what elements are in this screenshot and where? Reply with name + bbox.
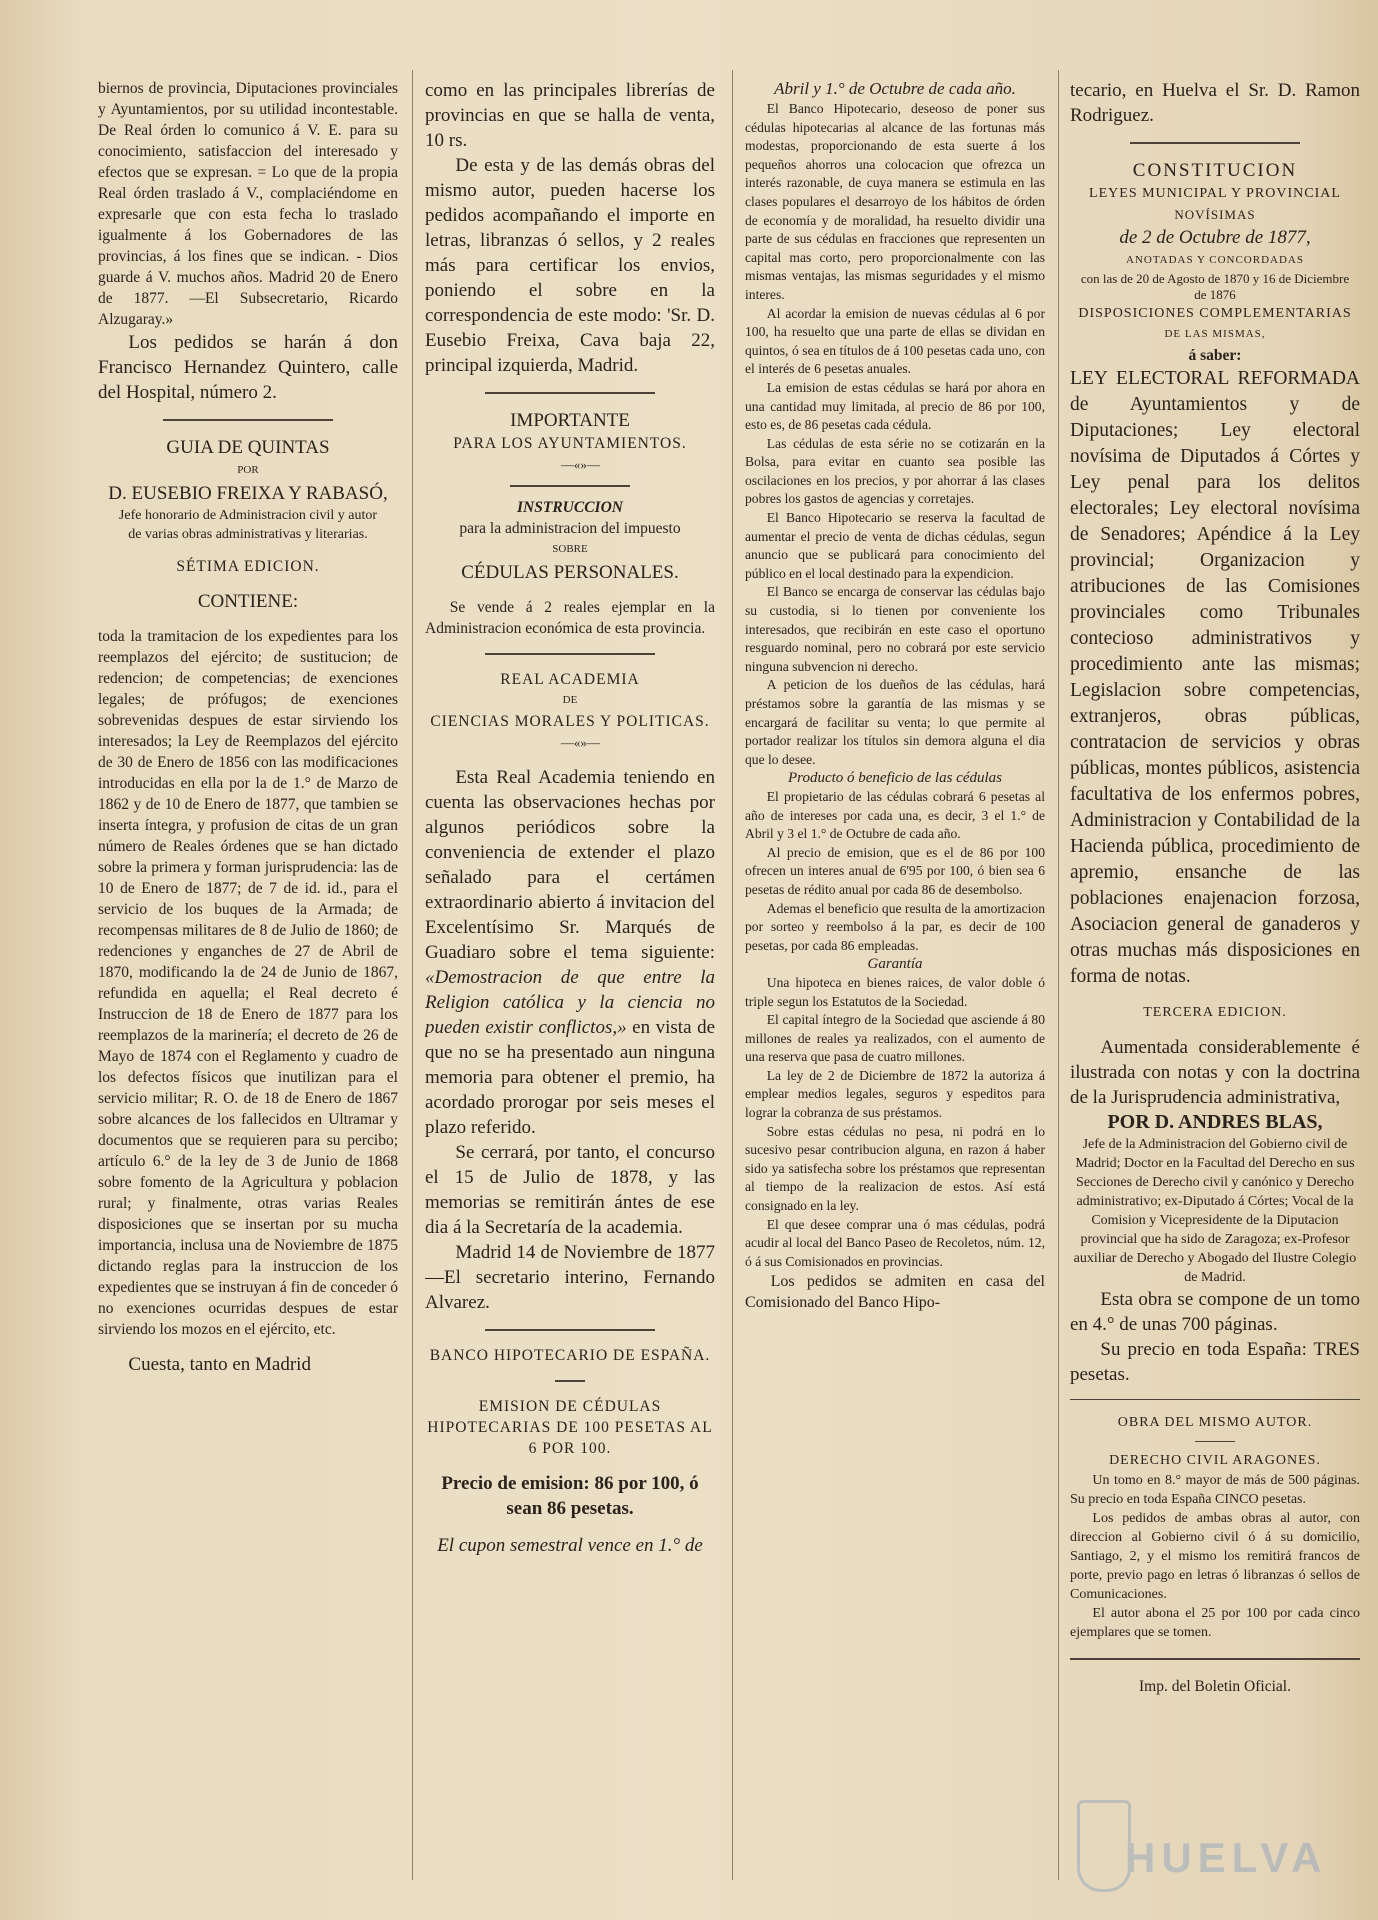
cedulas-title: CÉDULAS PERSONALES. [461, 562, 679, 583]
separator [163, 419, 333, 421]
separator [1195, 1441, 1235, 1442]
orders-info: Los pedidos de ambas obras al autor, con direccion al Gobierno civil ó á su domicilio, Santiago, 2, y el mismo los remitirá francos de porte, previo pago en letras ó libranzas ó sellos de Comunicaciones. [1070, 1511, 1360, 1602]
bank-text: El Banco Hipotecario, deseoso de poner sus cédulas hipotecarias al alcance de las fortunas más modestas, proporcionando de esta suerte á los pequeños ahorros una colocacion que ofrezca un interés razonable, de cuya manera se estimula en las clases populares el desarroyo de los hábitos de órden de economía y de moralidad, ha resuelto dividir una parte de sus cédulas en fracciones que representen un capital mas corto, pero proporcionalmente con las mismas ventajas, las mismas seguridades y el mismo interes. [745, 101, 1045, 302]
separator [510, 485, 630, 487]
separator [555, 1380, 585, 1382]
commissioner-text: tecario, en Huelva el Sr. D. Ramon Rodriguez. [1070, 80, 1360, 126]
constitution-title: CONSTITUCION [1132, 160, 1298, 181]
emission-price: Precio de emision: 86 por 100, ó sean 86 pesetas. [441, 1473, 699, 1519]
contest-theme: «Demostracion de que entre la Religion católica y la ciencia no pueden existir conflictos,» [425, 967, 715, 1038]
guarantee-heading: Garantía [867, 956, 923, 973]
discount-info: El autor abona el 25 por 100 por cada cinco ejemplares que se tomen. [1070, 1606, 1360, 1640]
third-edition: TERCERA EDICION. [1143, 1005, 1287, 1020]
academy-text: Esta Real Academia teniendo en cuenta las observaciones hechas por algunos periódicos sobre la conveniencia de extender el plazo señalado para el certámen extraordinario abierto á invitacion del Excelentísimo Sr. Marqués de Guadiaro sobre el tema siguiente: «Demostracion de que entre la Religion católica y la ciencia no pueden existir conflictos,» en vista de que no se ha presentado aun ninguna memoria para obtener el premio, ha acordado prorogar por seis meses el plazo referido. [425, 767, 715, 1138]
academy-subtitle: CIENCIAS MORALES Y POLITICAS. [430, 713, 710, 730]
laws-title: LEYES MUNICIPAL Y PROVINCIAL [1089, 186, 1341, 201]
laws-date: de 2 de Octubre de 1877, [1119, 227, 1311, 248]
price-line: Cuesta, tanto en Madrid [128, 1354, 311, 1375]
de-las-mismas: DE LAS MISMAS, [1164, 328, 1266, 340]
guide-author-bio: Jefe honorario de Administracion civil y autor de varias obras administrativas y literarias. [118, 508, 378, 542]
emission-heading: EMISION DE CÉDULAS HIPOTECARIAS DE 100 PESETAS AL 6 POR 100. [427, 1398, 713, 1457]
aragon-law-title: DERECHO CIVIL ARAGONES. [1109, 1453, 1321, 1468]
edition-label: SÉTIMA EDICION. [176, 558, 320, 575]
guide-title: GUIA DE QUINTAS [166, 437, 330, 458]
bank-heading: BANCO HIPOTECARIO DE ESPAÑA. [429, 1347, 711, 1364]
bank-text: El propietario de las cédulas cobrará 6 pesetas al año de intereses por cada una, es decir, 3 el 1.° de Abril y 3 el 1.° de Octubre de cada año. [745, 788, 1045, 842]
printer-imprint: Imp. del Boletin Oficial. [1139, 1678, 1291, 1695]
author-bio: Jefe de la Administracion del Gobierno civil de Madrid; Doctor en la Facultad del Derecho en sus Secciones de Derecho civil y canónico y Derecho administrativo; ex-Diputado á Córtes; Vocal de la Comision y Vicepresidente de la Diputacion provincial que ha sido de Zaragoza; ex-Profesor auxiliar de Derecho y Abogado del Ilustre Colegio de Madrid. [1073, 1137, 1357, 1285]
column-divider [412, 70, 413, 1880]
ornament: —«»— [560, 457, 600, 472]
same-author-heading: OBRA DEL MISMO AUTOR. [1117, 1415, 1313, 1430]
separator [485, 653, 655, 655]
annotated: ANOTADAS Y CONCORDADAS [1126, 254, 1304, 266]
a-saber: á saber: [1188, 347, 1242, 364]
column-4 [1070, 78, 1360, 1880]
bank-text: Las cédulas de esta série no se cotizarán en la Bolsa, para evitar en cuanto sea posible las oscilaciones en los precios, y por ahorrar á las clases pobres los gastos de agencias y corretajes. [745, 435, 1045, 507]
bank-text: A peticion de los dueños de las cédulas, hará préstamos sobre la garantía de las mismas y se encargará de facilitar su venta; lo que permite al portador realizar los títulos sin demora alguna el dia que lo desee. [745, 677, 1045, 767]
separator [1130, 142, 1300, 144]
bank-text: El que desee comprar una ó mas cédulas, podrá acudir al local del Banco Paseo de Recoletos, núm. 12, ó á sus Comisionados en provincias. [745, 1216, 1045, 1269]
bank-text: El Banco se encarga de conservar las cédulas bajo su custodia, si lo tienen por conveniente los interesados, que recibirán en este caso el oportuno resguardo nominal, pero no cobrará por este servicio ninguna subvencion ni derecho. [745, 584, 1045, 674]
bank-text: Al acordar la emision de nuevas cédulas al 6 por 100, ha resuelto que una parte de ellas se dividan en quintos, ó sea en títulos de á 100 pesetas cada uno, con el interés de 6 pesetas anuales. [745, 305, 1045, 377]
crest-icon [1077, 1800, 1131, 1892]
academy-signature: Madrid 14 de Noviembre de 1877 —El secretario interino, Fernando Alvarez. [425, 1242, 715, 1313]
bank-text: El capital íntegro de la Sociedad que asciende á 80 millones de reales ya realizados, con el aumento de una reserva que pasa de cuatro millones. [745, 1012, 1045, 1065]
concordance-dates: con las de 20 de Agosto de 1870 y 16 de Diciembre de 1876 [1080, 271, 1350, 302]
sale-locations: como en las principales librerías de provincias en que se halla de venta, 10 rs. [425, 80, 715, 151]
guide-author: D. EUSEBIO FREIXA Y RABASÓ, [108, 483, 388, 504]
aragon-volume: Un tomo en 8.° mayor de más de 500 páginas. Su precio en toda España CINCO pesetas. [1070, 1473, 1360, 1507]
instruction-subtitle: para la administracion del impuesto [459, 520, 681, 537]
contents-heading: CONTIENE: [197, 591, 299, 612]
guide-por: POR [237, 464, 259, 476]
column-1 [98, 78, 398, 1880]
orders-notice: Los pedidos se harán á don Francisco Hernandez Quintero, calle del Hospital, número 2. [98, 332, 398, 403]
column-divider [732, 70, 733, 1880]
volume-info: Esta obra se compone de un tomo en 4.° de unas 700 páginas. [1070, 1289, 1360, 1335]
price-info: Su precio en toda España: TRES pesetas. [1070, 1339, 1360, 1385]
instruction-heading: INSTRUCCION [517, 499, 623, 516]
coupon-line: El cupon semestral vence en 1.° de [437, 1535, 703, 1556]
bank-text: Sobre estas cédulas no pesa, ni podrá en lo sucesivo pesar contribucion alguna, en razon á haber sido ya satisfecha sobre los préstamos que representan al tiempo de la realizacion de estos. Así está consignado en la ley. [745, 1123, 1045, 1214]
bank-text: La ley de 2 de Diciembre de 1872 la autoriza á emplear medios legales, seguros y espeditos para lograr la cobranza de sus préstamos. [745, 1067, 1045, 1121]
edition-notes: Aumentada considerablemente é ilustrada con notas y con la doctrina de la Jurisprudencia administrativa, [1070, 1037, 1360, 1108]
sobre-label: SOBRE [552, 543, 588, 555]
coupon-dates: Abril y 1.° de Octubre de cada año. [774, 79, 1016, 98]
royal-order-text: biernos de provincia, Diputaciones provinciales y Ayuntamientos, por su utilidad incontestable. De Real órden lo comunico á V. E. para su conocimiento, satisfaccion del interesado y efectos que se expresan. = Lo que de la propia Real órden traslado á V., complaciéndome en expresarle que con esta fecha lo traslado igualmente á los Gobernadores de las provincias, á los fines que se indican. - Dios guarde á V. muchos años. Madrid 20 de Enero de 1877. —El Subsecretario, Ricardo Alzugaray.» [98, 80, 398, 328]
academy-title: REAL ACADEMIA [500, 671, 640, 688]
bank-text: Al precio de emision, que es el de 86 por 100 ofrecen un interes anual de 6'95 por 100, ó bien sea 6 pesetas de rédito anual por cada 86 de desembolso. [745, 844, 1045, 897]
separator [1070, 1399, 1360, 1400]
bank-text: Los pedidos se admiten en casa del Comisionado del Banco Hipo- [745, 1273, 1045, 1312]
archive-watermark [1065, 1800, 1328, 1900]
bank-text: Una hipoteca en bienes raices, de valor doble ó triple segun los Estatutos de la Sociedad. [745, 974, 1045, 1009]
author-name: POR D. ANDRES BLAS, [1107, 1111, 1323, 1133]
bank-text: La emision de estas cédulas se hará por ahora en una cantidad muy limitada, al precio de 86 por 100, esto es, de 86 pesetas cada cédula. [745, 379, 1045, 433]
for-councils: PARA LOS AYUNTAMIENTOS. [453, 435, 687, 452]
separator [485, 1329, 655, 1331]
bank-text: Ademas el beneficio que resulta de la amortizacion por sorteo y reembolso á la par, es decir de 100 pesetas, por cada 86 empleadas. [745, 900, 1045, 953]
sale-notice: Se vende á 2 reales ejemplar en la Administracion económica de esta provincia. [425, 599, 715, 637]
novisimas: NOVÍSIMAS [1174, 207, 1256, 222]
separator [485, 392, 655, 394]
important-heading: IMPORTANTE [510, 410, 630, 431]
dispositions-title: DISPOSICIONES COMPLEMENTARIAS [1078, 306, 1352, 321]
ornament: —«»— [560, 735, 600, 750]
column-divider [1058, 70, 1059, 1880]
laws-contents: LEY ELECTORAL REFORMADA de Ayuntamientos y de Diputaciones; Ley electoral novísima de Diputados á Córtes y Ley penal para los delitos electorales; Ley electoral novísima de Senadores; Apéndice á la Ley provincial; Organizacion y atribuciones de las Comisiones provinciales como Tribunales contecioso administrativos y procedimiento ante las mismas; Legislacion sobre competencias, extranjeros, obras públicas, contratacion de servicios y obras públicas, montes públicos, asistencia facultativa de los enfermos pobres, Administracion y Contabilidad de la Hacienda pública, procedimiento de apremio, ensanche de las poblaciones enajenacion forzosa, Asociacion general de ganaderos y otras muchas más disposiciones en forma de notas. [1070, 368, 1360, 987]
product-heading: Producto ó beneficio de las cédulas [788, 770, 1002, 787]
column-3 [745, 78, 1045, 1880]
separator [1070, 1658, 1360, 1660]
contest-deadline: Se cerrará, por tanto, el concurso el 15 de Julio de 1878, y las memorias se remitirán ántes de ese dia á la Secretaría de la academia. [425, 1142, 715, 1238]
column-2 [425, 78, 715, 1880]
watermark-text: HUELVA [1125, 1834, 1328, 1881]
contents-text: toda la tramitacion de los expedientes para los reemplazos del ejército; de sustitucion; de redencion; de competencias; de exenciones legales; de prófugos; de exenciones sobrevenidas despues de estar sirviendo los interesados; la Ley de Reemplazos del ejército de 30 de Enero de 1856 con las modificaciones introducidas en ella por la de 1.° de Marzo de 1862 y de 10 de Enero de 1877, que tambien se inserta íntegra, y profusion de citas de un gran número de Reales órdenes que se han dictado sobre la primera y forman jurisprudencia: las de 10 de Enero de 1877; de 7 de id. id., para el servicio de los buques de la Armada; de recompensas militares de 8 de Julio de 1860; de redenciones y enganches de 27 de Abril de 1870, modificando la de 24 de Junio de 1867, refundida en aquella; el Real decreto é Instruccion de 18 de Enero de 1877 para los reemplazos de la marinería; el decreto de 26 de Mayo de 1874 con el Reglamento y cuadro de los defectos físicos que inutilizan para el servicio militar; R. O. de 18 de Enero de 1867 sobre alcances de los fallecidos en Ultramar y documentos que se requieren para su percibo; artículo 6.° de la ley de 3 de Junio de 1868 sobre fomento de la Agricultura y poblacion rural; y finalmente, otras varias Reales disposiciones que se insertan por su mucha importancia, inclusa una de Noviembre de 1875 dictando reglas para la instruccion de los expedientes que se instruyan á fin de conceder ó no exenciones ocurridas despues de estar sirviendo los mozos en el ejército, etc. [98, 628, 398, 1338]
bank-text: El Banco Hipotecario se reserva la facultad de aumentar el precio de venta de dichas cédulas, segun anuncio que se publicará para conocimiento del público en el local destinado para la expendicion. [745, 510, 1045, 581]
academy-de: DE [562, 694, 578, 706]
orders-text: De esta y de las demás obras del mismo autor, pueden hacerse los pedidos acompañando el importe en letras, libranzas ó sellos, y 2 reales más para certificar los envios, poniendo el sobre en la correspondencia de este modo: 'Sr. D. Eusebio Freixa, Cava baja 22, principal izquierda, Madrid. [425, 155, 715, 376]
